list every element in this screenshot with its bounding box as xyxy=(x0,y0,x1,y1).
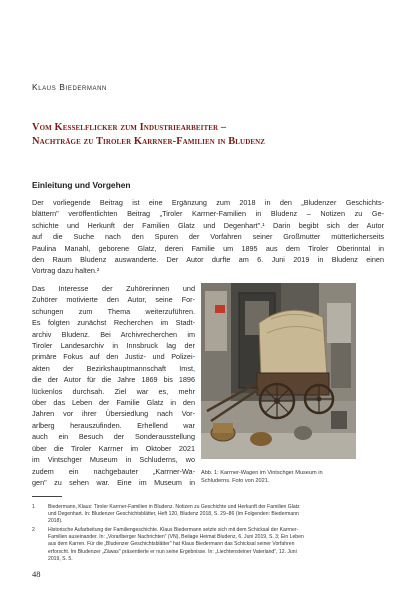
body-line: zudem ein nachgebauter „Karrner-Wa- xyxy=(32,466,195,476)
body-line: Das Interesse der Zuhörerinnen und xyxy=(32,284,195,293)
intro-line: auf die Suche nach den Spuren der Vorfahren seiner Großmutter mütterlicherseits xyxy=(32,232,384,242)
article-title-line-1: Vom Kesselflicker zum Industriearbeiter – xyxy=(32,122,227,133)
figure-caption xyxy=(201,469,363,485)
body-line: lückenlos durchsah. Ziel war es, mehr xyxy=(32,386,195,396)
footnote-line: Biedermann, Klaus: Tiroler Karrner-Familien in Bludenz. Notizen zu Geschichte und Herkunft der Familien Glatz xyxy=(48,504,300,510)
caption-line: Schluderns. Foto von 2021. xyxy=(201,478,270,484)
footnote-number: 2 xyxy=(32,527,35,533)
intro-paragraph xyxy=(32,197,384,277)
body-line: schungen zum Thema weiterzuführen. xyxy=(32,306,195,316)
body-line: im Vintschger Museum in Schluderns, wo xyxy=(32,455,195,465)
intro-line: den Raum Bludenz auswanderte. Der Autor durfte am 6. Juni 2019 in Bludenz einen xyxy=(32,255,384,265)
footnote-text xyxy=(48,527,384,563)
footnote-line: und Degenhart. In: Bludenzer Geschichtsblätter, Heft 120, Bludenz 2018, S. 29–86 (Im Folgenden: Biedermann xyxy=(48,511,299,518)
body-line: über die Tiroler Karrner im Oktober 2021 xyxy=(32,443,195,453)
footnote-number: 1 xyxy=(32,504,35,510)
body-column xyxy=(32,283,195,488)
intro-line: Paulina Manahl, geborene Glatz, deren Familie um 1895 aus dem Tiroler Oberinntal in xyxy=(32,243,384,253)
footnote-separator xyxy=(32,496,62,497)
footnote-line: erforscht. Im Bludenzer „Zäwas" präsentierte er nun seine Ergebnisse. In: „Liechtensteiner Vaterland", 12. Juni xyxy=(48,548,297,555)
intro-line: schichte und Herkunft der Familien Glatz und Degenhart".¹ Darin begibt sich der Autor xyxy=(32,220,384,230)
article-title-line-2: Nachträge zu Tiroler Karrner-Familien in Bludenz xyxy=(32,136,266,147)
footnote-line: 2019, S. 5. xyxy=(48,555,73,562)
footnote-line: Familien auseinander. In: „Vorarlberger Nachrichten" (VN), Beilage Heimat Bludenz, 6. Juni 2019, S. 3; Ein Leben xyxy=(48,534,304,541)
footnote-line: aus dem Karren. Für die „Bludenzer Geschichtsblätter" hat Klaus Biedermann das Schicksal seiner Vorfahren xyxy=(48,541,295,548)
footnote-line: Historische Aufarbeitung der Familiengeschichte. Klaus Biedermann setzte sich mit dem Schicksal der Karrner- xyxy=(48,527,299,533)
footnote-text xyxy=(48,504,384,526)
intro-line: blättern" veröffentlichten Beitrag „Tiroler Karrner-Familien in Bludenz – Notizen zu Ge- xyxy=(32,209,384,219)
body-line: Es folgten zunächst Recherchen im Stadt- xyxy=(32,318,195,328)
intro-line: Der vorliegende Beitrag ist eine Ergänzung zum 2018 in den „Bludenzer Geschichts- xyxy=(32,198,384,207)
body-line: primäre Fokus auf den Justiz- und Polizei- xyxy=(32,352,195,362)
intro-line: Vortrag dazu halten.² xyxy=(32,266,100,276)
body-line: Tiroler Landesarchiv in Innsbruck lag der xyxy=(32,341,195,351)
body-line: Zuhörer motivierte den Autor, seine For- xyxy=(32,295,195,305)
body-line: arlberg herauszufinden. Erhellend war xyxy=(32,420,195,430)
page-number: 48 xyxy=(32,569,41,579)
body-line: auch ein Besuch der Sonderausstellung xyxy=(32,432,195,442)
body-line: archiv Bludenz. Bei Archivrecherchen im xyxy=(32,329,195,339)
body-line: gen" zu sehen war. Eine im Museum in xyxy=(32,477,195,487)
running-header-author: Klaus Biedermann xyxy=(32,82,107,92)
body-line: über das Leben der Familie Glatz in den xyxy=(32,398,195,408)
karrner-wagon-photo xyxy=(201,283,356,459)
body-line: die der Autor für die Jahre 1869 bis 1896 xyxy=(32,375,195,385)
photo-illustration xyxy=(201,283,356,459)
footnote-line: 2018). xyxy=(48,518,63,525)
body-line: Jahren vor ihrer Übersiedlung nach Vor- xyxy=(32,409,195,419)
section-heading: Einleitung und Vorgehen xyxy=(32,180,131,190)
caption-line: Abb. 1: Karrner-Wagen im Vintschger Museum in xyxy=(201,470,323,476)
body-line: akten der Bezirkshauptmannschaft Imst, xyxy=(32,363,195,373)
